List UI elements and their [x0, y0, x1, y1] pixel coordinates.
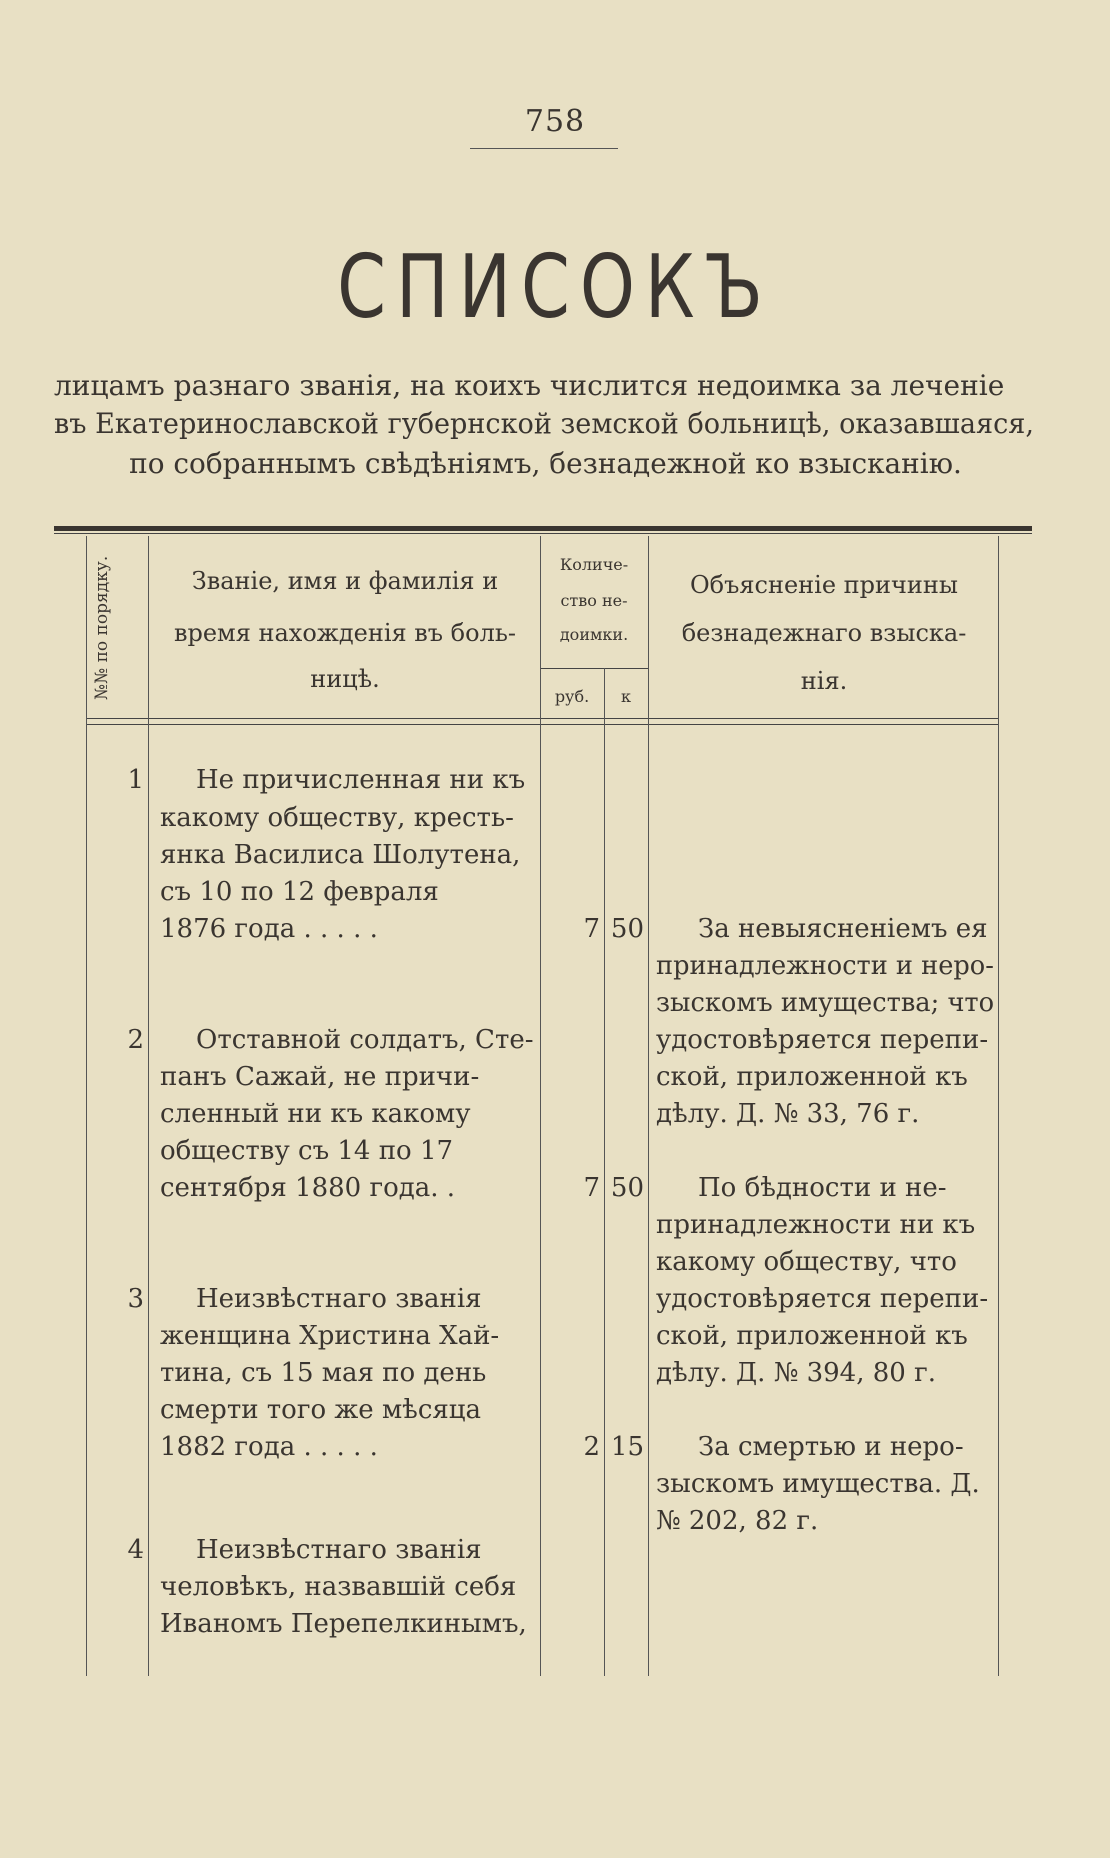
row-2-number: 2 — [127, 1025, 144, 1055]
row-3-number: 3 — [127, 1284, 144, 1314]
header-name-line-1: Званіе, имя и фамилія и — [191, 567, 499, 595]
row-1-name-line-3: янка Василиса Шолутена, — [160, 840, 521, 870]
row-2-reason-line-3: какому обществу, что — [656, 1247, 957, 1277]
col-line-amount — [648, 536, 649, 1676]
row-3-reason-line-2: зыскомъ имущества. Д. — [656, 1469, 980, 1499]
subtitle-line-2: въ Екатеринославской губернской земской больницѣ, оказавшаяся, — [54, 407, 1034, 440]
row-1-number: 1 — [127, 765, 144, 795]
row-2-reason-line-4: удостовѣряется перепи- — [656, 1284, 989, 1314]
row-2-reason-line-6: дѣлу. Д. № 394, 80 г. — [656, 1358, 936, 1388]
header-reason-line-1: Объясненіе причины — [690, 571, 958, 599]
row-1-reason-line-6: дѣлу. Д. № 33, 76 г. — [656, 1099, 920, 1129]
row-1-reason-line-3: зыскомъ имущества; что — [656, 988, 995, 1018]
row-1-name-line-1: Не причисленная ни къ — [196, 765, 526, 795]
row-2-kop: 50 — [610, 1173, 644, 1203]
header-kop: к — [621, 687, 631, 706]
row-1-reason-line-5: ской, приложенной къ — [656, 1062, 968, 1092]
row-1-name-line-2: какому обществу, кресть- — [160, 803, 514, 833]
row-2-reason-line-1: По бѣдности и не- — [698, 1173, 947, 1203]
row-3-kop: 15 — [610, 1432, 644, 1462]
row-3-name-line-2: женщина Христина Хай- — [160, 1321, 500, 1351]
header-reason-line-3: нія. — [800, 667, 848, 695]
row-2-reason-line-5: ской, приложенной къ — [656, 1321, 968, 1351]
header-bottom-rule-2 — [86, 724, 998, 725]
row-1-reason-line-1: За невыясненіемъ ея — [698, 914, 988, 944]
header-amount-line-1: Количе- — [559, 555, 629, 574]
col-line-left — [86, 536, 87, 1676]
row-2-name-line-5: сентября 1880 года. . — [160, 1173, 456, 1203]
row-2-name-line-2: панъ Сажай, не причи- — [160, 1062, 480, 1092]
row-4-name-line-3: Иваномъ Перепелкинымъ, — [160, 1609, 527, 1639]
amount-header-rule — [540, 668, 648, 669]
header-amount-line-2: ство не- — [560, 591, 628, 610]
row-3-name-line-4: смерти того же мѣсяца — [160, 1395, 482, 1425]
row-3-name-line-1: Неизвѣстнаго званія — [196, 1284, 482, 1314]
col-line-number — [148, 536, 149, 1676]
row-3-reason-line-1: За смертью и неро- — [698, 1432, 964, 1462]
row-4-name-line-1: Неизвѣстнаго званія — [196, 1535, 482, 1565]
row-1-reason-line-2: принадлежности и неро- — [656, 951, 994, 981]
page-number: 758 — [524, 104, 586, 139]
row-2-name-line-1: Отставной солдатъ, Сте- — [196, 1025, 534, 1055]
header-amount-line-3: доимки. — [559, 625, 629, 644]
row-2-name-line-3: сленный ни къ какому — [160, 1099, 471, 1129]
row-3-rub: 2 — [583, 1432, 600, 1462]
table: №№ по порядку. Званіе, имя и фамилія и время нахожденія въ боль- ницѣ. Количе- ство не- доимки. руб. к Объясненіе причины безнадежнаго взыска- нія. 1 Не причисленная ни къ какому обществу, кресть- янка Василиса Шолутена, съ 10 по 12 февраля 1876 года . . . . . 7 50 За невыясненіемъ ея принадлежности и неро- зыскомъ имущества; что удостовѣряется перепи- ской, приложенной къ дѣлу. Д. № 33, 76 г. 2 Отставной солдатъ, Сте- панъ Сажай, не причи- сленный ни къ какому обществу съ 14 по 17 сентября 1880 года. . 7 50 По бѣдности и не- принадлежности ни къ какому обществу, что удостовѣряется перепи- ской, приложенной къ дѣлу. Д. № 394, 80 г. 3 Неизвѣстнаго званія женщина Христина Хай- тина, съ 15 мая по день смерти того же мѣсяца 1882 года . . . . . 2 15 За смертью и неро- зыскомъ имущества. Д. № 202, 82 г. 4 Неизвѣстнаго званія человѣкъ, назвавшій себя Иваномъ Перепелкинымъ, — [0, 0, 1110, 1858]
col-line-right — [998, 536, 999, 1676]
row-2-reason-line-2: принадлежности ни къ — [656, 1210, 976, 1240]
header-rub: руб. — [554, 687, 590, 706]
subtitle-line-1: лицамъ разнаго званія, на коихъ числится недоимка за леченіе — [54, 369, 1005, 402]
row-1-name-line-5: 1876 года . . . . . — [160, 914, 378, 944]
document-title: СПИСОКЪ — [337, 235, 773, 339]
header-name-line-3: ницѣ. — [310, 665, 380, 693]
header-bottom-rule — [86, 718, 998, 719]
header-reason-line-2: безнадежнаго взыска- — [681, 619, 967, 647]
row-1-reason-line-4: удостовѣряется перепи- — [656, 1025, 989, 1055]
row-3-name-line-3: тина, съ 15 мая по день — [160, 1358, 487, 1388]
row-1-kop: 50 — [610, 914, 644, 944]
row-2-rub: 7 — [583, 1173, 600, 1203]
row-2-name-line-4: обществу съ 14 по 17 — [160, 1136, 454, 1166]
row-4-number: 4 — [127, 1535, 144, 1565]
row-1-rub: 7 — [583, 914, 600, 944]
table-top-rule — [54, 526, 1032, 531]
row-3-reason-line-3: № 202, 82 г. — [656, 1506, 819, 1536]
header-name-line-2: время нахожденія въ боль- — [173, 619, 517, 647]
row-4-name-line-2: человѣкъ, назвавшій себя — [160, 1572, 517, 1602]
subtitle-line-3: по собраннымъ свѣдѣніямъ, безнадежной ко взысканію. — [129, 447, 962, 480]
table-top-rule-thin — [54, 533, 1032, 534]
row-1-name-line-4: съ 10 по 12 февраля — [160, 877, 439, 907]
row-3-name-line-5: 1882 года . . . . . — [160, 1432, 378, 1462]
